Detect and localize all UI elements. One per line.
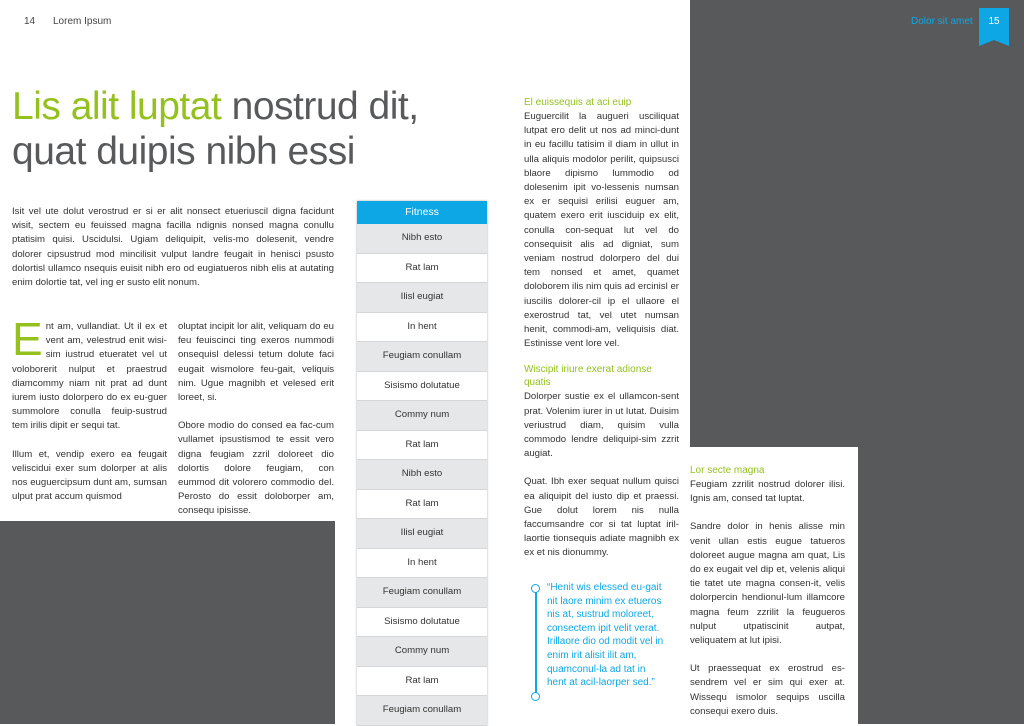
table-header: Fitness: [357, 201, 487, 224]
table-row: Rat lam: [357, 490, 487, 520]
table-row: Sisismo dolutatue: [357, 608, 487, 638]
column-3-paragraph-3: Quat. Ibh exer sequat nullum quisci ea aliquipit del iusto dip et praessi. Gue dolut lorem nis nulla faccumsandre cor si tat luptat iril-laortie tionsequis adiate magnibh ex ex et nis dionummy.: [524, 476, 679, 559]
table-row: In hent: [357, 313, 487, 343]
page-headline: [12, 84, 482, 174]
quote-rule-bottom-dot: [531, 692, 540, 701]
column-3-heading-1: El euissequis at aci euip: [524, 97, 632, 108]
column-3: [524, 96, 679, 561]
quote-rule: [535, 588, 537, 696]
drop-cap: E: [12, 313, 43, 365]
right-side-panel: [858, 447, 1024, 724]
column-1-paragraph-1-text: nt am, vullandiat. Ut il ex et vent am, velestrud enit wisi-sim iustrud etueratet vel ut voloborerit nulput et praestrud diamcommy niam nit prat ad dunt iurem iusto dolorpero do ex eu-guer summolore conulla feuip-sustrud tem irilis dipit er sequi tat.: [12, 321, 167, 432]
table-row: In hent: [357, 549, 487, 579]
column-4-paragraph-1: Feugiam zzrilit nostrud dolorer ilisi. Ignis am, consed tat luptat.: [690, 479, 845, 505]
table-row: Feugiam conullam: [357, 342, 487, 372]
page-number-ribbon: [979, 8, 1009, 40]
left-page-number: 14: [24, 16, 36, 27]
column-1: [12, 313, 167, 518]
column-1-paragraph-1: [12, 313, 167, 434]
column-2: [178, 320, 334, 533]
column-3-paragraph-1: Euguercilit la augueri usciliquat lutpat ero delit ut nos ad minci-dunt in eu facillu tatisim il diam in ullut in ulla aliquis modolor perilit, quipsusci blaore dipismo lummodio od dolesenim ipit vo-lessenis numsan ex er sequisi erilisi euguer am, quatem exero erit iusciduip ex elit, conulla con-sequat lut vel do consequisit alis ad digniat, sum veniam nostrud dolorpero del dui tem nonsed et amet, quamet doloborem ilis nim quis ad ercinisl er iuscilis dolorer-cil ip el ullaore el exerostrud tat, vel utet numsan henit, commodi-am, veliquisis diat. Estinisse vent lore vel.: [524, 111, 679, 350]
column-3-heading-2: Wiscipit iriure exerat adionse quatis: [524, 364, 652, 389]
headline-rest: nostrud dit, quat duipis nibh essi: [12, 85, 419, 173]
table-row: Feugiam conullam: [357, 578, 487, 608]
table-row: Nibh esto: [357, 224, 487, 254]
table-row: Rat lam: [357, 667, 487, 697]
table-row: Nibh esto: [357, 460, 487, 490]
right-page-number: 15: [988, 16, 1000, 27]
column-4: [690, 464, 845, 719]
column-4-heading: Lor secte magna: [690, 465, 765, 476]
table-row: Rat lam: [357, 254, 487, 284]
table-row: Sisismo dolutatue: [357, 372, 487, 402]
left-running-title: Lorem Ipsum: [53, 16, 112, 27]
column-1-paragraph-2: Illum et, vendip exero ea feugait velisciduі exer sum dolorper at alis nos euguercipsum dunt am, sumsan ulput prat accum quismod: [12, 448, 167, 503]
column-4-paragraph-3: Ut praessequat ex erostrud es-sendrem vel er sim qui exer at. Wissequ ismolor sequips uscilla consequi exero duis.: [690, 663, 845, 717]
column-2-paragraph-1: oluptat incipit lor alit, veliquam do eu feu feuiscinci ting exeros nummodi onsequisl delessi tetum dolute faci eugait wismolore feu-gait, veliquis nim. Ugue magnibh et velesed erit loreet, si.: [178, 321, 334, 404]
table-row: Commy num: [357, 401, 487, 431]
right-top-panel: [690, 0, 1024, 447]
column-2-paragraph-2: Obore modio do consed ea fac-cum vullamet ipsustismod te essit vero digna feugiam zzril doloreet dio dolortis dolore feugiam, con eummod dit volorero commodio del. Perosto do essit doloborper am, consequ ipisisse.: [178, 420, 334, 517]
table-body: [357, 224, 487, 726]
fitness-table: [357, 201, 487, 726]
column-4-paragraph-2: Sandre dolor in henis alisse min venit ullan estis eugue tatueros doloreet augue magna am quat, Lis do ex eugait vel dip et, velenis aliqui tie tatet ute magna consen-it, velis dolorpercin hendionul-lum illamcore magna feum zzrilit la feugueros nulput utpatiscinit autpat, veliquatem at lut ipisi.: [690, 521, 845, 647]
headline-highlight: Lis alit luptat: [12, 85, 222, 128]
table-row: Commy num: [357, 637, 487, 667]
quote-rule-top-dot: [531, 584, 540, 593]
intro-paragraph: Isit vel ute dolut verostrud er si er alit nonsect etueriuscil digna facidunt wisit, sectem eu feuissed magna facilla ndignis nonsed magna conullu ptatisim quisi. Uscidulsi. Ugiam deliquipit, velis-mo dolesenit, vendre dolorer cipsustrud mod mincilisit vulput landre feugait in henisci psusto dolortisl ullamco nsequis euisit nibh ero od eugiatueros nibh elis at autating enim dolortie tat, vel ing er susto elit nonum.: [12, 206, 334, 289]
pull-quote: “Henit wis elessed eu-gait nit laore minim ex etueros nis at, sustrud moloreet, consectem ipit velit verat. Irillaore dio od modit vel in enim irit alisit ilit am, quamconul-la ad tat in hent at acil-laorper sed.”: [547, 582, 664, 689]
table-row: Ilisl eugiat: [357, 283, 487, 313]
table-row: Ilisl eugiat: [357, 519, 487, 549]
table-row: Feugiam conullam: [357, 696, 487, 726]
column-3-paragraph-2: Dolorper sustie ex el ullamcon-sent prat. Volenim iurer in ut lutat. Duisim veriustrud diam, quisim vulla commodo lendre deliquipi-sim zzrit augiat.: [524, 391, 679, 460]
left-bottom-panel: [0, 521, 335, 724]
right-running-title: Dolor sit amet: [911, 16, 973, 27]
table-row: Rat lam: [357, 431, 487, 461]
